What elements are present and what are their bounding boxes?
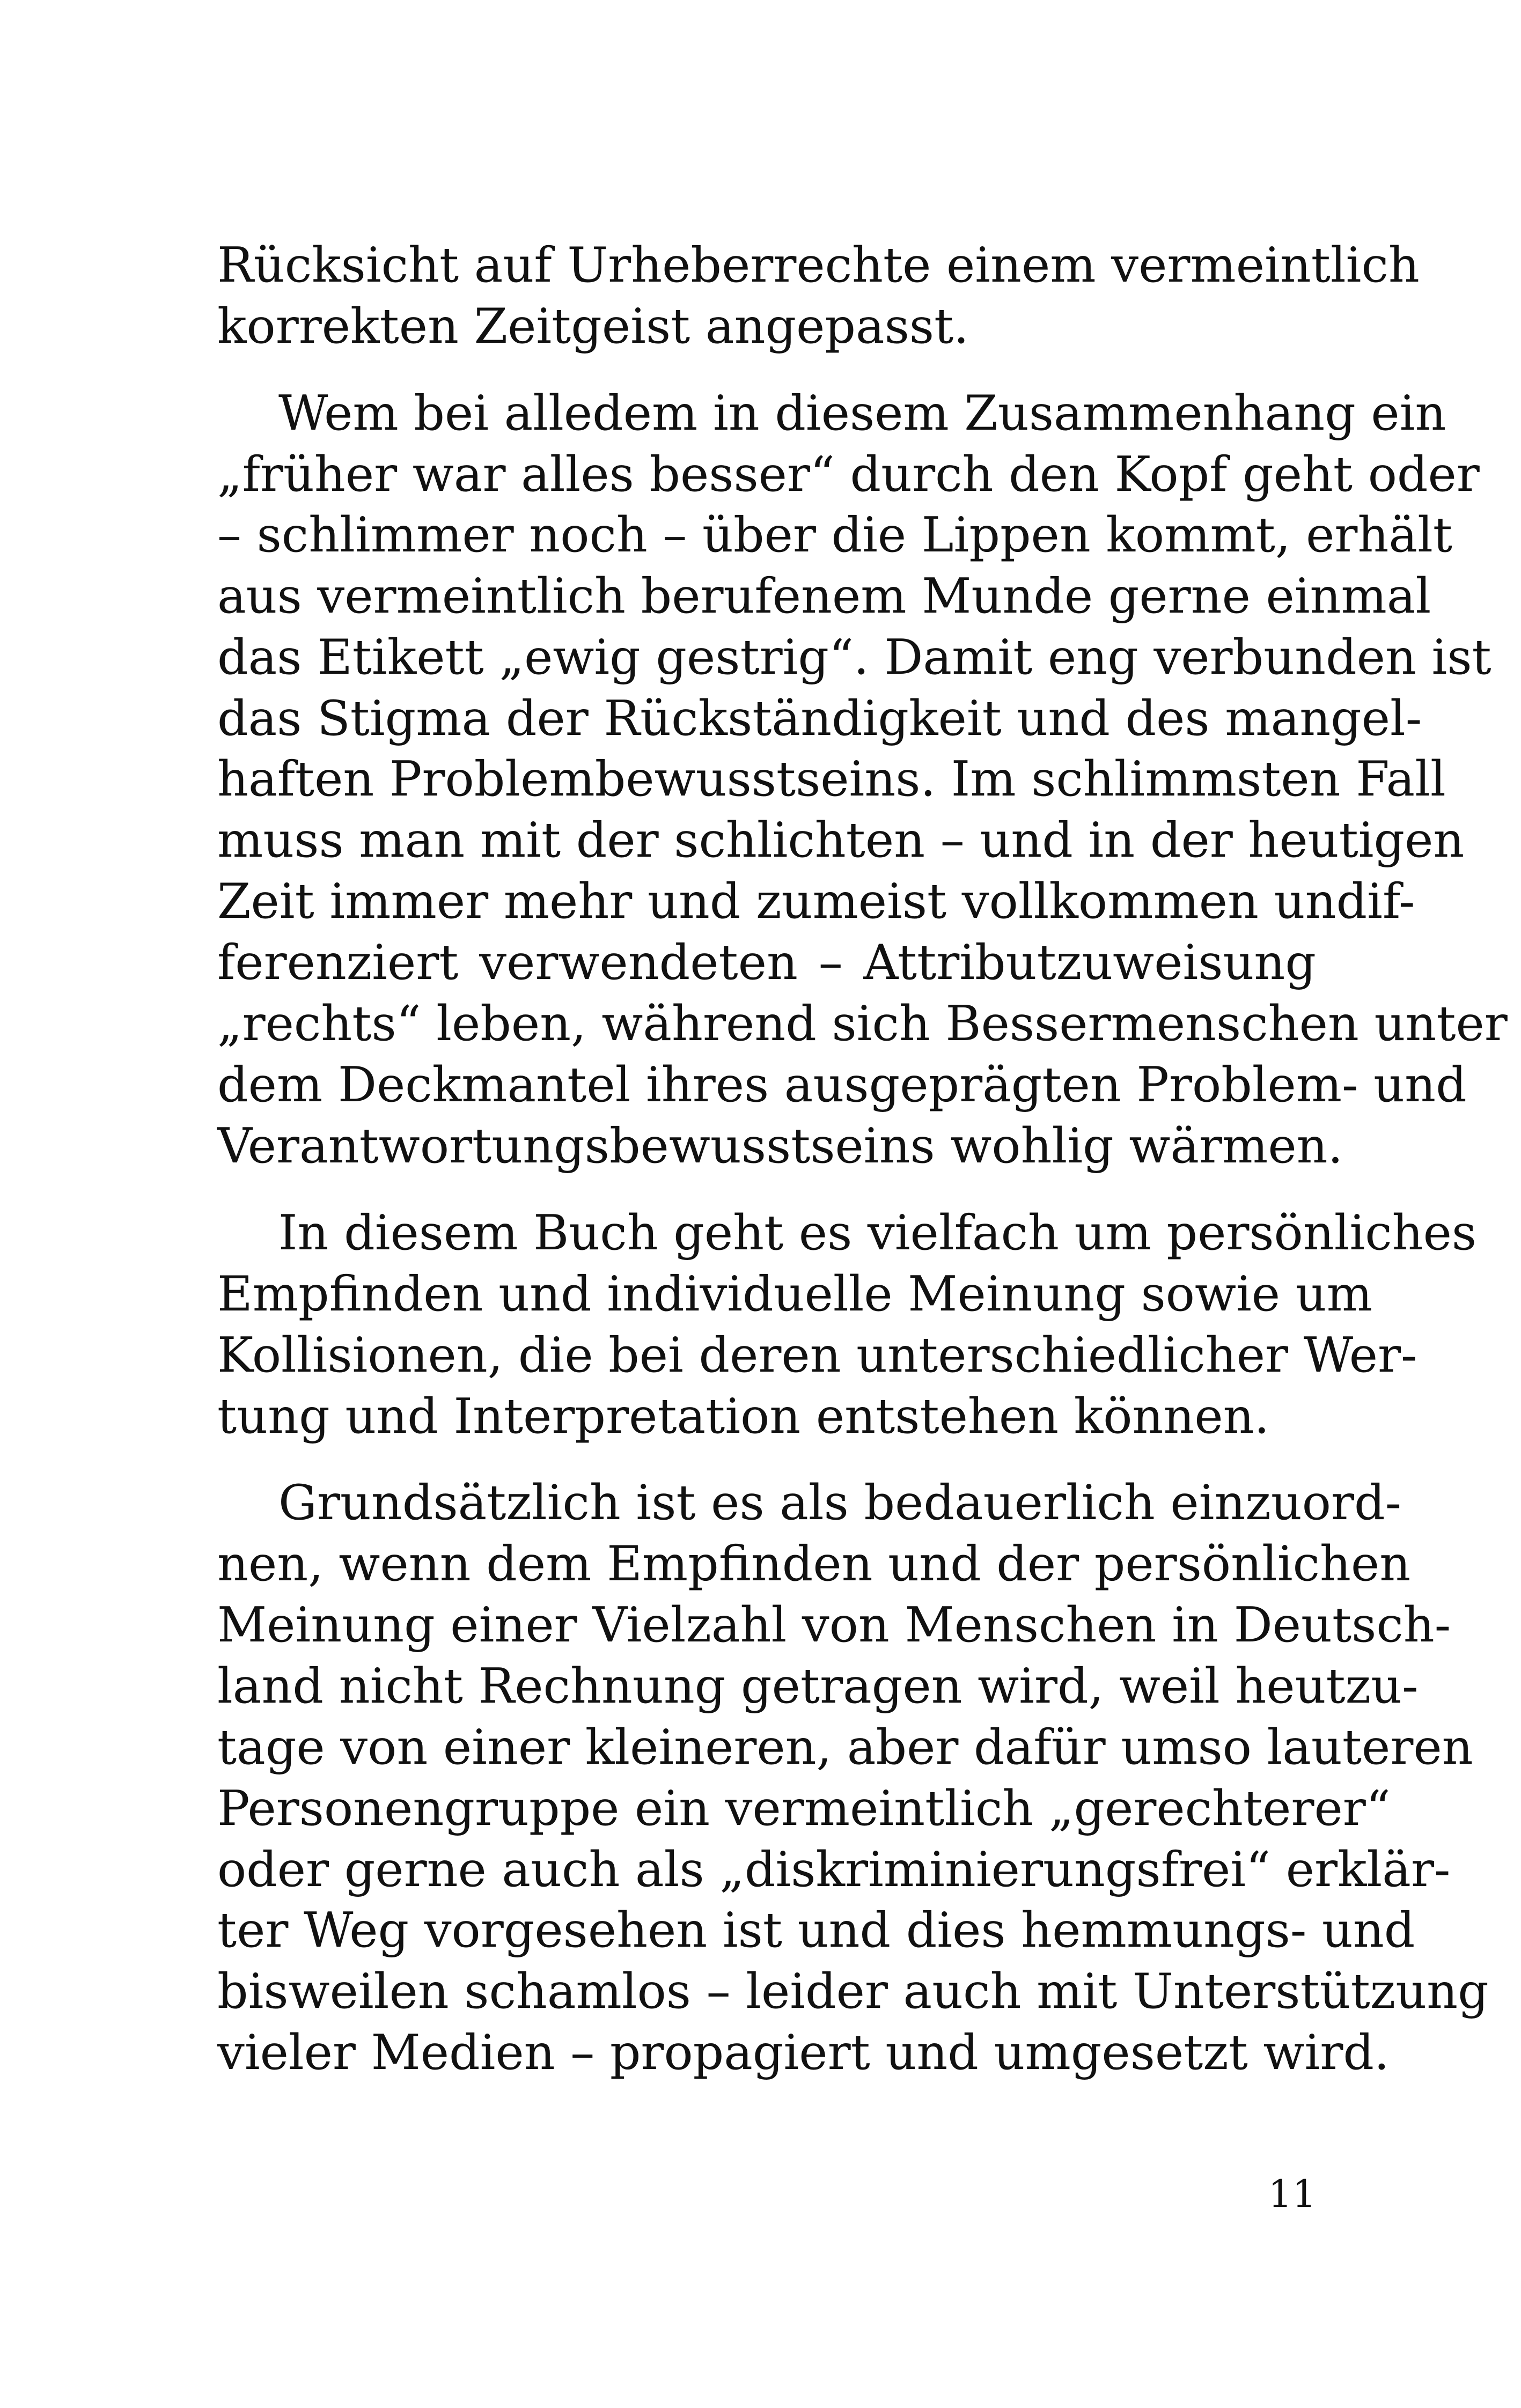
text-line: Kollisionen, die bei deren unterschiedlicher Wer- [217, 1327, 1417, 1383]
text-line: haften Problembewusstseins. Im schlimmsten Fall [217, 751, 1446, 807]
text-line: Meinung einer Vielzahl von Menschen in Deutsch- [217, 1597, 1451, 1653]
text-line: muss man mit der schlichten – und in der heutigen [217, 812, 1465, 868]
text-line: land nicht Rechnung getragen wird, weil heutzu- [217, 1658, 1419, 1714]
text-line: bisweilen schamlos – leider auch mit Unterstützung [217, 1963, 1489, 2020]
text-line: tage von einer kleineren, aber dafür umso lauteren [217, 1719, 1473, 1776]
text-line: Empfinden und individuelle Meinung sowie um [217, 1266, 1372, 1322]
text-line: das Etikett „ewig gestrig“. Damit eng verbunden ist [217, 629, 1491, 686]
text-line: ferenziert verwendeten – Attributzuweisung [217, 934, 1316, 991]
text-line: das Stigma der Rückständigkeit und des mangel- [217, 690, 1422, 747]
text-line: – schlimmer noch – über die Lippen kommt, erhält [217, 507, 1453, 563]
text-line: Grundsätzlich ist es als bedauerlich einzuord- [278, 1475, 1402, 1531]
text-line: korrekten Zeitgeist angepasst. [217, 298, 969, 355]
text-line: nen, wenn dem Empfinden und der persönlichen [217, 1536, 1411, 1592]
page-number: 11 [1268, 2172, 1316, 2216]
text-line: vieler Medien – propagiert und umgesetzt wird. [217, 2024, 1390, 2081]
text-line: In diesem Buch geht es vielfach um persönliches [278, 1205, 1477, 1261]
text-line: Wem bei alledem in diesem Zusammenhang ein [278, 385, 1446, 441]
text-line: Personengruppe ein vermeintlich „gerechterer“ [217, 1780, 1391, 1837]
text-line: Rücksicht auf Urheberrechte einem vermeintlich [217, 237, 1420, 293]
text-line: Zeit immer mehr und zumeist vollkommen undif- [217, 873, 1415, 930]
text-line: dem Deckmantel ihres ausgeprägten Problem- und [217, 1057, 1467, 1113]
text-line: ter Weg vorgesehen ist und dies hemmungs- und [217, 1902, 1415, 1958]
text-line: „früher war alles besser“ durch den Kopf geht oder [217, 446, 1480, 503]
text-line: „rechts“ leben, während sich Bessermenschen unter [217, 996, 1508, 1052]
text-line: aus vermeintlich berufenem Munde gerne einmal [217, 568, 1431, 624]
text-line: oder gerne auch als „diskriminierungsfrei“ erklär- [217, 1842, 1451, 1898]
text-line: tung und Interpretation entstehen können. [217, 1388, 1270, 1445]
text-line: Verantwortungsbewusstseins wohlig wärmen. [217, 1118, 1343, 1174]
